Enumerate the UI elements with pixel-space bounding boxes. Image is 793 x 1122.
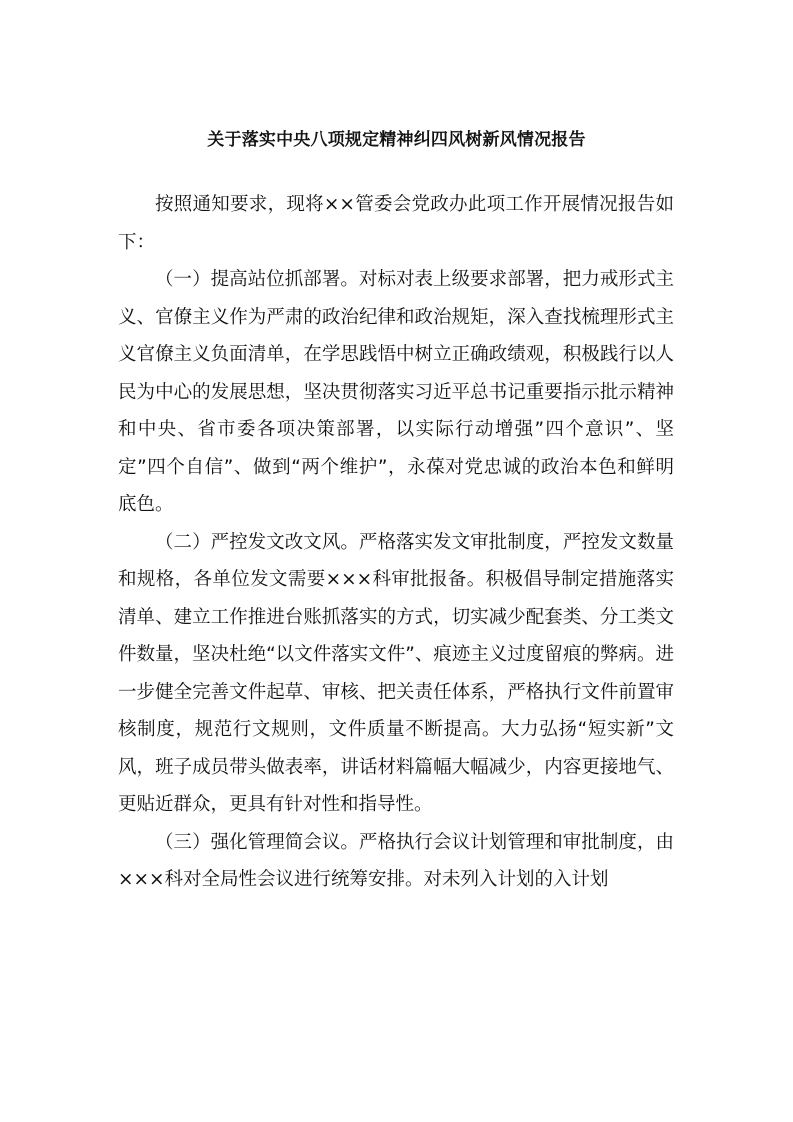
section-2-paragraph: （二）严控发文改文风。严格落实发文审批制度，严控发文数量和规格，各单位发文需要×××科审批报备。积极倡导制定措施落实清单、建立工作推进台账抓落实的方式，切实减少配套类、分工类文件数量，坚决杜绝“以文件落实文件”、痕迹主义过度留痕的弊病。进一步健全完善文件起草、审核、把关责任体系，严格执行文件前置审核制度，规范行文规则，文件质量不断提高。大力弘扬“短实新”文风，班子成员带头做表率，讲话材料篇幅大幅减少，内容更接地气、更贴近群众，更具有针对性和指导性。 [118,531,674,815]
document-title: 关于落实中央八项规定精神纠四风树新风情况报告 [207,130,586,150]
section-3-paragraph: （三）强化管理简会议。严格执行会议计划管理和审批制度，由×××科对全局性会议进行统筹安排。对未列入计划的入计划 [118,831,674,890]
section-1-paragraph: （一）提高站位抓部署。对标对表上级要求部署，把力戒形式主义、官僚主义作为严肃的政治纪律和政治规矩，深入查找梳理形式主义官僚主义负面清单，在学思践悟中树立正确政绩观，积极践行以人民为中心的发展思想，坚决贯彻落实习近平总书记重要指示批示精神和中央、省市委各项决策部署，以实际行动增强”四个意识”、坚定”四个自信”、做到“两个维护”，永葆对党忠诚的政治本色和鲜明底色。 [118,269,674,515]
intro-paragraph: 按照通知要求，现将××管委会党政办此项工作开展情况报告如下： [118,194,674,253]
document-body [118,186,674,899]
